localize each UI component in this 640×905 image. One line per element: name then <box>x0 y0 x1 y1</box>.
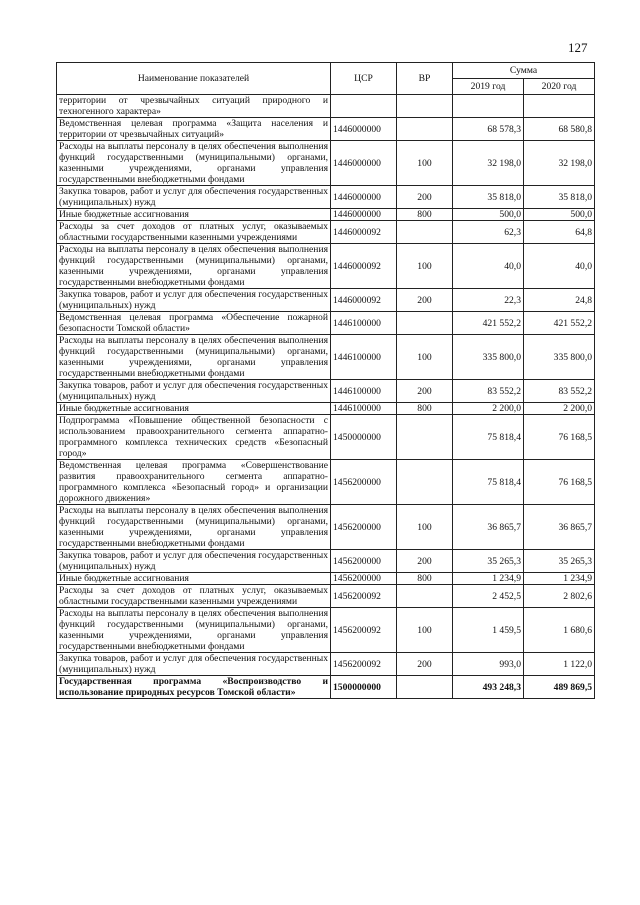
cell-2020: 421 552,2 <box>524 312 595 335</box>
cell-2019: 22,3 <box>453 289 524 312</box>
cell-csr: 1446000092 <box>331 244 397 289</box>
cell-csr: 1446000092 <box>331 289 397 312</box>
table-row <box>57 585 595 608</box>
cell-name: Закупка товаров, работ и услуг для обеспечения государственных (муниципальных) нужд <box>57 380 331 403</box>
cell-csr: 1456200092 <box>331 608 397 653</box>
column-header-year-2020: 2020 год <box>524 79 595 95</box>
cell-2019: 421 552,2 <box>453 312 524 335</box>
cell-2019 <box>453 95 524 118</box>
cell-2020: 76 168,5 <box>524 415 595 460</box>
cell-name: Иные бюджетные ассигнования <box>57 209 331 221</box>
cell-csr: 1450000000 <box>331 415 397 460</box>
cell-2019: 75 818,4 <box>453 460 524 505</box>
table-row <box>57 505 595 550</box>
table-row <box>57 550 595 573</box>
cell-csr: 1456200000 <box>331 505 397 550</box>
cell-2020: 1 680,6 <box>524 608 595 653</box>
table-row <box>57 403 595 415</box>
budget-table <box>56 62 595 699</box>
cell-2020: 2 802,6 <box>524 585 595 608</box>
cell-2019: 500,0 <box>453 209 524 221</box>
table-row <box>57 415 595 460</box>
cell-csr: 1500000000 <box>331 676 397 699</box>
cell-2020: 35 818,0 <box>524 186 595 209</box>
cell-vr: 200 <box>397 550 453 573</box>
cell-vr: 100 <box>397 335 453 380</box>
cell-vr: 800 <box>397 573 453 585</box>
cell-2020: 40,0 <box>524 244 595 289</box>
table-row <box>57 312 595 335</box>
cell-csr: 1456200092 <box>331 585 397 608</box>
cell-csr: 1446100000 <box>331 312 397 335</box>
cell-2020: 83 552,2 <box>524 380 595 403</box>
cell-vr <box>397 221 453 244</box>
cell-name: Государственная программа «Воспроизводство и использование природных ресурсов Томской области» <box>57 676 331 699</box>
column-header-year-2019: 2019 год <box>453 79 524 95</box>
cell-name: Расходы на выплаты персоналу в целях обеспечения выполнения функций государственными (муниципальными) органами, казенными учреждениями, органами управления государственными внебюджетными фондами <box>57 335 331 380</box>
cell-name: Расходы за счет доходов от платных услуг, оказываемых областными государственными казенными учреждениями <box>57 585 331 608</box>
cell-csr: 1446000000 <box>331 118 397 141</box>
cell-name: Закупка товаров, работ и услуг для обеспечения государственных (муниципальных) нужд <box>57 550 331 573</box>
cell-csr: 1456200000 <box>331 460 397 505</box>
cell-2020: 1 122,0 <box>524 653 595 676</box>
cell-csr: 1456200000 <box>331 550 397 573</box>
column-header-csr: ЦСР <box>331 63 397 95</box>
cell-csr: 1446000000 <box>331 141 397 186</box>
cell-2020: 500,0 <box>524 209 595 221</box>
cell-vr: 200 <box>397 186 453 209</box>
cell-vr <box>397 676 453 699</box>
cell-csr: 1446100000 <box>331 380 397 403</box>
cell-2019: 493 248,3 <box>453 676 524 699</box>
cell-2019: 36 865,7 <box>453 505 524 550</box>
cell-2019: 35 265,3 <box>453 550 524 573</box>
cell-2019: 2 452,5 <box>453 585 524 608</box>
cell-vr: 100 <box>397 608 453 653</box>
table-row <box>57 118 595 141</box>
table-row <box>57 141 595 186</box>
page-number: 127 <box>568 40 588 55</box>
cell-name: Подпрограмма «Повышение общественной безопасности с использованием правоохранительного сегмента аппаратно-программного комплекса технических средств «Безопасный город» <box>57 415 331 460</box>
cell-vr: 100 <box>397 505 453 550</box>
cell-name: Расходы на выплаты персоналу в целях обеспечения выполнения функций государственными (муниципальными) органами, казенными учреждениями, органами управления государственными внебюджетными фондами <box>57 141 331 186</box>
cell-vr: 100 <box>397 244 453 289</box>
cell-vr: 100 <box>397 141 453 186</box>
cell-name: Закупка товаров, работ и услуг для обеспечения государственных (муниципальных) нужд <box>57 186 331 209</box>
cell-2019: 2 200,0 <box>453 403 524 415</box>
table-row <box>57 221 595 244</box>
cell-csr <box>331 95 397 118</box>
cell-csr: 1456200092 <box>331 653 397 676</box>
cell-csr: 1446100000 <box>331 403 397 415</box>
cell-2020: 36 865,7 <box>524 505 595 550</box>
cell-csr: 1456200000 <box>331 573 397 585</box>
cell-csr: 1446000000 <box>331 209 397 221</box>
cell-2020: 68 580,8 <box>524 118 595 141</box>
table-row <box>57 573 595 585</box>
cell-2019: 32 198,0 <box>453 141 524 186</box>
cell-vr <box>397 415 453 460</box>
cell-name: Ведомственная целевая программа «Совершенствование развития правоохранительного сегмента аппаратно-программного комплекса «Безопасный город» и организации дорожного движения» <box>57 460 331 505</box>
cell-vr: 200 <box>397 653 453 676</box>
cell-2020: 64,8 <box>524 221 595 244</box>
cell-2019: 1 459,5 <box>453 608 524 653</box>
cell-vr <box>397 585 453 608</box>
table-row <box>57 289 595 312</box>
cell-2020: 76 168,5 <box>524 460 595 505</box>
cell-2019: 335 800,0 <box>453 335 524 380</box>
cell-vr: 800 <box>397 403 453 415</box>
cell-name: Закупка товаров, работ и услуг для обеспечения государственных (муниципальных) нужд <box>57 653 331 676</box>
cell-name: территории от чрезвычайных ситуаций природного и техногенного характера» <box>57 95 331 118</box>
cell-2020: 489 869,5 <box>524 676 595 699</box>
table-row <box>57 186 595 209</box>
cell-2019: 62,3 <box>453 221 524 244</box>
cell-vr: 800 <box>397 209 453 221</box>
cell-name: Расходы на выплаты персоналу в целях обеспечения выполнения функций государственными (муниципальными) органами, казенными учреждениями, органами управления государственными внебюджетными фондами <box>57 244 331 289</box>
cell-2020: 2 200,0 <box>524 403 595 415</box>
cell-name: Ведомственная целевая программа «Защита населения и территории от чрезвычайных ситуаций» <box>57 118 331 141</box>
cell-2019: 75 818,4 <box>453 415 524 460</box>
table-row <box>57 335 595 380</box>
column-header-vr: ВР <box>397 63 453 95</box>
table-row <box>57 608 595 653</box>
cell-2020: 24,8 <box>524 289 595 312</box>
cell-name: Закупка товаров, работ и услуг для обеспечения государственных (муниципальных) нужд <box>57 289 331 312</box>
table-row <box>57 653 595 676</box>
cell-2020 <box>524 95 595 118</box>
cell-vr <box>397 118 453 141</box>
cell-2020: 32 198,0 <box>524 141 595 186</box>
cell-name: Ведомственная целевая программа «Обеспечение пожарной безопасности Томской области» <box>57 312 331 335</box>
cell-2020: 1 234,9 <box>524 573 595 585</box>
cell-vr <box>397 95 453 118</box>
table-row <box>57 676 595 699</box>
cell-vr: 200 <box>397 289 453 312</box>
table-body <box>57 95 595 699</box>
cell-csr: 1446000000 <box>331 186 397 209</box>
column-header-sum: Сумма <box>453 63 595 79</box>
cell-name: Иные бюджетные ассигнования <box>57 573 331 585</box>
cell-name: Расходы за счет доходов от платных услуг, оказываемых областными государственными казенными учреждениями <box>57 221 331 244</box>
cell-name: Иные бюджетные ассигнования <box>57 403 331 415</box>
table-row <box>57 95 595 118</box>
cell-2019: 83 552,2 <box>453 380 524 403</box>
cell-vr: 200 <box>397 380 453 403</box>
table-header <box>57 63 595 95</box>
cell-name: Расходы на выплаты персоналу в целях обеспечения выполнения функций государственными (муниципальными) органами, казенными учреждениями, органами управления государственными внебюджетными фондами <box>57 608 331 653</box>
cell-2020: 335 800,0 <box>524 335 595 380</box>
cell-csr: 1446000092 <box>331 221 397 244</box>
table-row <box>57 380 595 403</box>
cell-vr <box>397 312 453 335</box>
table-row <box>57 460 595 505</box>
cell-2019: 40,0 <box>453 244 524 289</box>
cell-2019: 35 818,0 <box>453 186 524 209</box>
table-row <box>57 244 595 289</box>
cell-csr: 1446100000 <box>331 335 397 380</box>
table-row <box>57 209 595 221</box>
cell-2020: 35 265,3 <box>524 550 595 573</box>
cell-2019: 993,0 <box>453 653 524 676</box>
cell-name: Расходы на выплаты персоналу в целях обеспечения выполнения функций государственными (муниципальными) органами, казенными учреждениями, органами управления государственными внебюджетными фондами <box>57 505 331 550</box>
cell-vr <box>397 460 453 505</box>
column-header-name: Наименование показателей <box>57 63 331 95</box>
cell-2019: 1 234,9 <box>453 573 524 585</box>
cell-2019: 68 578,3 <box>453 118 524 141</box>
